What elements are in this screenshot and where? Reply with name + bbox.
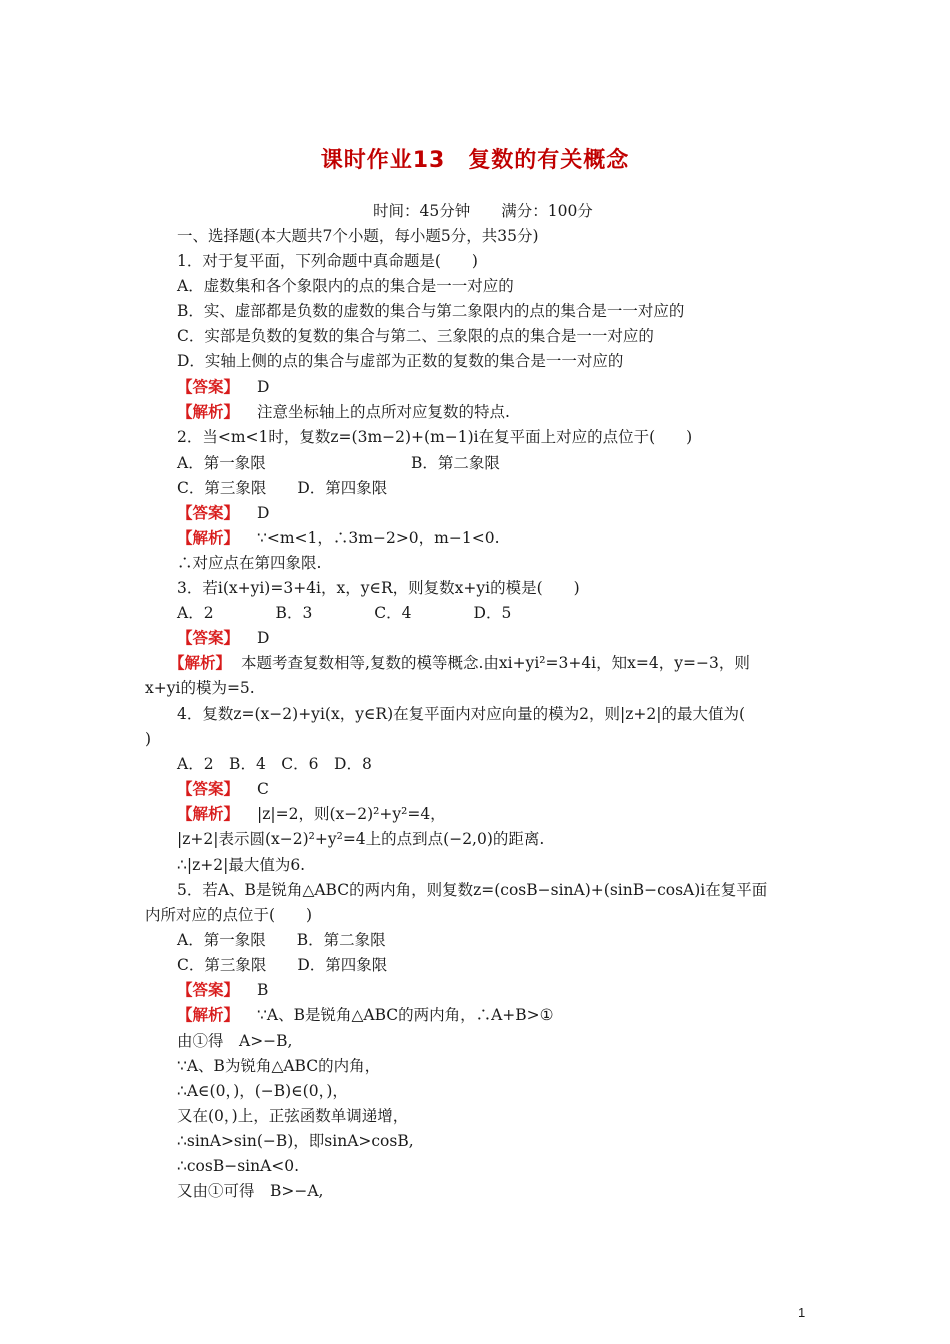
q2-options-cd: C．第三象限 D．第四象限 [177,479,388,497]
answer-tag: 【答案】 [177,981,240,999]
q1-analysis: 注意坐标轴上的点所对应复数的特点. [257,403,510,421]
analysis-tag: 【解析】 [177,805,240,823]
q5-options-cd: C．第三象限 D．第四象限 [177,956,388,974]
q1-option-d: D．实轴上侧的点的集合与虚部为正数的复数的集合是一一对应的 [177,352,624,370]
analysis-tag: 【解析】 [177,529,240,547]
q5-analysis: ∵A、B是锐角△ABC的两内角，∴A+B>① [257,1006,554,1024]
answer-tag: 【答案】 [177,378,240,396]
q5-answer-line [177,979,268,1001]
q2-analysis: ∵<m<1，∴3m−2>0，m−1<0. [257,529,500,547]
q3-stem: 3．若i(x+yi)=3+4i，x，y∈R，则复数x+yi的模是( ) [177,579,580,597]
answer-tag: 【答案】 [177,780,240,798]
analysis-tag: 【解析】 [169,654,232,672]
q4-answer: C [257,780,269,798]
q1-option-c: C．实部是负数的复数的集合与第二、三象限的点的集合是一一对应的 [177,327,654,345]
q1-answer-line [177,376,269,398]
q5-stem-2: 内所对应的点位于( ) [145,906,313,924]
q4-analysis-line [177,803,446,825]
q2-stem: 2．当<m<1时，复数z=(3m−2)+(m−1)i在复平面上对应的点位于( ) [177,428,693,446]
q1-analysis-line [177,401,510,423]
answer-tag: 【答案】 [177,629,240,647]
q2-option-a: A．第一象限 [177,454,266,472]
q5-step-6: ∴cosB−sinA<0. [177,1157,300,1175]
q4-options: A．2 B．4 C．6 D．8 [177,755,372,773]
q2-analysis-line [177,527,500,549]
q5-step-1: 由①得 A>−B, [177,1032,293,1050]
q4-answer-line [177,778,269,800]
q4-analysis-2: |z+2|表示圆(x−2)²+y²=4上的点到点(−2,0)的距离. [177,830,545,848]
q5-step-2: ∵A、B为锐角△ABC的内角， [177,1057,381,1075]
q1-stem: 1．对于复平面，下列命题中真命题是( ) [177,252,478,270]
q3-answer-line [177,627,269,649]
answer-tag: 【答案】 [177,504,240,522]
q5-stem-1: 5．若A、B是锐角△ABC的两内角，则复数z=(cosB−sinA)+(sinB−cosA)i在复平面 [177,881,768,899]
analysis-tag: 【解析】 [177,1006,240,1024]
q2-conclusion: ∴对应点在第四象限. [177,554,322,572]
q2-answer: D [257,504,270,522]
q1-option-b: B．实、虚部都是负数的虚数的集合与第二象限内的点的集合是一一对应的 [177,302,685,320]
time-score-line: 时间：45分钟 满分：100分 [373,202,593,220]
q4-analysis: |z|=2，则(x−2)²+y²=4， [257,805,446,823]
q3-analysis-2: x+yi的模为=5. [145,679,255,697]
analysis-tag: 【解析】 [177,403,240,421]
q1-answer: D [257,378,270,396]
q4-analysis-3: ∴|z+2|最大值为6. [177,856,306,874]
q5-step-7: 又由①可得 B>−A, [177,1182,324,1200]
q5-step-3: ∴A∈(0，)，(−B)∈(0，)， [177,1082,348,1100]
q2-answer-line [177,502,269,524]
q3-analysis-line [169,652,750,674]
q3-analysis-1: 本题考查复数相等,复数的模等概念.由xi+yi²=3+4i，知x=4，y=−3，则 [241,654,750,672]
q3-answer: D [257,629,270,647]
q5-step-5: ∴sinA>sin(−B)，即sinA>cosB, [177,1132,414,1150]
q5-step-4: 又在(0，)上，正弦函数单调递增， [177,1107,409,1125]
q5-answer: B [257,981,269,999]
q4-stem-2: ) [145,730,152,748]
q5-analysis-line [177,1004,554,1026]
page-title: 课时作业13 复数的有关概念 [320,148,630,173]
q3-options: A．2 B．3 C．4 D．5 [177,604,512,622]
page-number: 1 [798,1305,806,1320]
q4-stem-1: 4．复数z=(x−2)+yi(x，y∈R)在复平面内对应向量的模为2，则|z+2|的最大值为( [177,705,746,723]
q5-options-ab: A．第一象限 B．第二象限 [177,931,386,949]
q1-option-a: A．虚数集和各个象限内的点的集合是一一对应的 [177,277,514,295]
section-heading: 一、选择题(本大题共7个小题，每小题5分，共35分) [177,227,539,245]
q2-option-b: B．第二象限 [411,454,500,472]
